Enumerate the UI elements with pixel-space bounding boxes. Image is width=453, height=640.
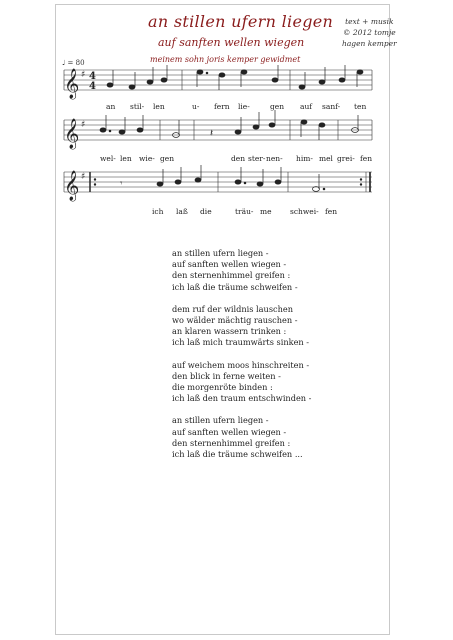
poem-line: dem ruf der wildnis lauschen xyxy=(172,303,294,314)
poem-line: an klaren wassern trinken : xyxy=(172,326,287,337)
poem-stanza xyxy=(172,415,311,460)
lyric-syllable: träu- xyxy=(235,207,254,216)
poem-stanza xyxy=(172,248,311,293)
lyric-syllable: fen xyxy=(325,207,338,216)
lyric-syllable: die xyxy=(200,207,212,216)
time-sig-top: 4 xyxy=(89,71,96,82)
lyrics-line-3 xyxy=(70,207,380,219)
lyric-syllable: ten xyxy=(354,102,367,111)
poem-line: auf weichem moos hinschreiten - xyxy=(172,359,310,370)
lyric-syllable: schwei- xyxy=(290,207,319,216)
lyric-syllable: den xyxy=(231,154,246,163)
quarter-rest-icon: 𝄽 xyxy=(210,128,214,139)
credit-line: © 2012 tomje xyxy=(342,28,396,37)
lyric-syllable: him- xyxy=(296,154,313,163)
poem-line: den sternenhimmel greifen : xyxy=(172,437,291,448)
lyric-syllable: ich xyxy=(152,207,164,216)
key-signature: ♯ xyxy=(81,70,86,80)
poem-line: wo wälder mächtig rauschen - xyxy=(172,315,298,326)
lyric-syllable: laß xyxy=(176,207,188,216)
lyric-syllable: len xyxy=(120,154,132,163)
lyric-syllable: gen xyxy=(270,102,285,111)
lyric-syllable: u- xyxy=(192,102,200,111)
poem-line: auf sanften wellen wiegen - xyxy=(172,426,287,437)
lyrics-line-2 xyxy=(70,154,380,166)
poem-line: an stillen ufern liegen - xyxy=(172,415,269,426)
eighth-rest-icon: 𝄾 xyxy=(120,179,123,189)
lyric-syllable: wel- xyxy=(100,154,116,163)
lyric-syllable: grei- xyxy=(337,154,355,163)
lyric-syllable: fen xyxy=(360,154,373,163)
poem-line: an stillen ufern liegen - xyxy=(172,248,269,258)
poem-text xyxy=(172,248,311,471)
poem-line: ich laß die träume schweifen - xyxy=(172,281,298,292)
lyric-syllable: len xyxy=(153,102,165,111)
lyric-syllable: nen- xyxy=(266,154,283,163)
poem-line: den blick in ferne weiten - xyxy=(172,370,281,381)
treble-clef-icon: 𝄞 xyxy=(64,119,80,149)
lyrics-line-1 xyxy=(70,102,380,114)
poem-line: auf sanften wellen wiegen - xyxy=(172,259,287,270)
lyric-syllable: fern xyxy=(214,102,230,111)
credit-line: hagen kemper xyxy=(342,39,397,48)
lyric-syllable: lie- xyxy=(238,102,250,111)
treble-clef-icon: 𝄞 xyxy=(64,171,80,201)
notes-staff-3 xyxy=(120,165,325,191)
lyric-syllable: stil- xyxy=(130,102,145,111)
credit-line: text + musik xyxy=(345,17,394,26)
poem-line: den sternenhimmel greifen : xyxy=(172,270,291,281)
lyric-syllable: mel xyxy=(319,154,333,163)
poem-stanza xyxy=(172,360,311,405)
dedication: meinem sohn joris kemper gewidmet xyxy=(150,55,301,64)
lyric-syllable: sanf- xyxy=(322,102,341,111)
song-subtitle: auf sanften wellen wiegen xyxy=(158,36,305,49)
poem-line: ich laß den traum entschwinden - xyxy=(172,393,312,404)
lyric-syllable: me xyxy=(260,207,272,216)
key-signature: ♯ xyxy=(81,172,86,182)
poem-line: ich laß die träume schweifen ... xyxy=(172,449,303,460)
staff-3 xyxy=(64,172,372,192)
tempo-marking: ♩ = 80 xyxy=(62,59,85,67)
lyric-syllable: gen xyxy=(160,154,175,163)
lyric-syllable: wie- xyxy=(139,154,155,163)
poem-line: die morgenröte binden : xyxy=(172,382,273,393)
time-sig-bottom: 4 xyxy=(89,81,96,92)
lyric-syllable: auf xyxy=(300,102,313,111)
poem-line: ich laß mich traumwärts sinken - xyxy=(172,337,310,348)
poem-stanza xyxy=(172,304,311,349)
lyric-syllable: an xyxy=(106,102,116,111)
key-signature: ♯ xyxy=(81,120,86,130)
song-title: an stillen ufern liegen xyxy=(148,12,334,31)
lyric-syllable: ster- xyxy=(248,154,266,163)
notes-staff-1 xyxy=(107,65,363,90)
treble-clef-icon: 𝄞 xyxy=(64,69,80,99)
